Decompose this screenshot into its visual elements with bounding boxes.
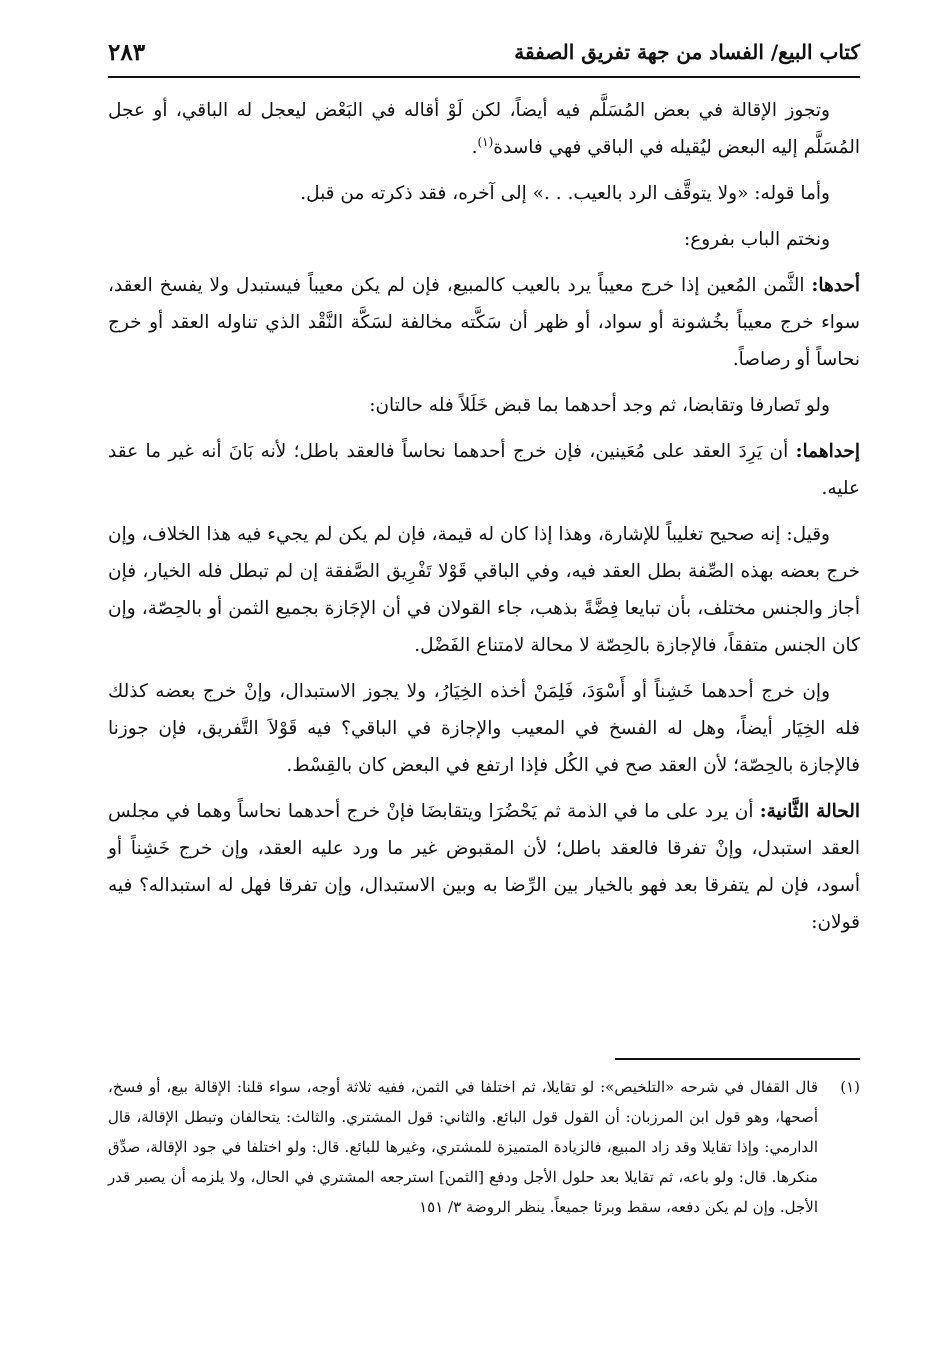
page-header <box>108 30 860 74</box>
running-title: كتاب البيع/ الفساد من جهة تفريق الصفقة <box>514 40 860 64</box>
paragraph: ونختم الباب بفروع: <box>683 229 830 250</box>
footnote-rule <box>615 1058 860 1060</box>
header-rule <box>108 76 860 78</box>
page-number: ٢٨٣ <box>108 38 146 66</box>
footnote-text: قال القفال في شرحه «التلخيص»: لو تقايلا، ثم اختلفا في الثمن، ففيه ثلاثة أوجه، سواء قلنا: الإقالة بيع، أو فسخ، أصحها، وهو قول ابن المرزبان: أن القول قول البائع. والثاني: قول المشتري. والثالث: يتحالفان وتبطل الإقالة، قال الدارمي: وإذا تقايلا وقد زاد المبيع، فالزيادة المتميزة للمشتري، وغيرها للبائع. قال: ولو اختلفا في جود الإقالة، صدِّق منكرها. قال: ولو باعه، ثم تقايلا بعد حلول الأجل ودفع [الثمن] استرجعه المشتري في الحال، ولا يلزمه أن يصبر قدر الأجل. وإن لم يكن دفعه، سقط وبرئا جميعاً. ينظر الروضة ٣/ ١٥١ <box>108 1078 818 1216</box>
paragraph: أحدها: الثَّمن المُعين إذا خرج معيباً يرد بالعيب كالمبيع، فإن لم يكن معيباً فيستبدل ولا يفسخ العقد، سواء خرج معيباً بخُشونة أو سواد، أو ظهر أن سَكَّته مخالفة لسَكَّة النَّقْد الذي تناوله العقد أو خرج نحاساً أو رصاصاً. <box>108 275 860 370</box>
paragraph: ولو تَصارفا وتقابضا، ثم وجد أحدهما بما قبض خَلَلاً فله حالتان: <box>369 395 830 416</box>
paragraph-lead: الحالة الثَّانية: <box>759 801 860 822</box>
paragraph-lead: أحدها: <box>811 275 860 296</box>
paragraph: وقيل: إنه صحيح تغليباً للإشارة، وهذا إذا كان له قيمة، فإن لم يكن لم يجيء فيه هذا الخلاف، وإن خرج بعضه بهذه الصِّفة بطل العقد فيه، وفي الباقي قَوْلا تَفْرِيق الصَّفقة إن لم تبطل فله الخيار، فإن أجاز والجنس مختلف، بأن تبايعا فِضَّةً بذهب، جاء القولان في أن الإجَازة بجميع الثمن أو بالحِصّة، وإن كان الجنس متفقاً، فالإجازة بالحِصّة لا محالة لامتناع الفَضْل. <box>108 524 860 656</box>
paragraph: وإن خرج أحدهما خَشِناً أو أَسْوَدَ، فَلِمَنْ أخذه الخِيَارُ، ولا يجوز الاستبدال، وإنْ خرج بعضه كذلك فله الخِيَار أيضاً، وهل له الفسخ في المعيب والإجازة في الباقي؟ فيه قَوْلاَ التَّفريق، فإن جوزنا فالإجازة بالحِصّة؛ لأن العقد صح في الكُل فإذا ارتفع في البعض كان بالقِسْط. <box>108 681 860 776</box>
footnote <box>108 1072 860 1222</box>
footnote-ref: (١) <box>477 134 494 149</box>
paragraph: وأما قوله: «ولا يتوقَّف الرد بالعيب. . .» إلى آخره، فقد ذكرته من قبل. <box>300 183 830 204</box>
main-text <box>108 92 860 950</box>
paragraph: إحداهما: أن يَرِدَ العقد على مُعَينين، فإن خرج أحدهما نحاساً فالعقد باطل؛ لأنه بَانَ أنه غير ما عقد عليه. <box>108 441 860 499</box>
paragraph: وتجوز الإقالة في بعض المُسَلَّم فيه أيضاً، لكن لَوْ أقاله في البَعْض ليعجل له الباقي، أو عجل المُسَلَّم إليه البعض ليُقيله في الباقي فهي فاسدة$^{(١)}$. <box>108 100 860 158</box>
paragraph-lead: إحداهما: <box>795 441 860 462</box>
paragraph: الحالة الثَّانية: أن يرد على ما في الذمة ثم يَحْضُرَا ويتقابضَا فإنْ خرج أحدهما نحاساً وهما في مجلس العقد استبدل، وإنْ تفرقا فالعقد باطل؛ لأن المقبوض غير ما ورد عليه العقد، وإن خرج خَشِناً أو أسود، فإن لم يتفرقا بعد فهو بالخيار بين الرِّضا به وبين الاستبدال، وإن تفرقا فهل له استبداله؟ فيه قولان: <box>108 801 860 933</box>
footnote-number: (١) <box>840 1078 860 1096</box>
